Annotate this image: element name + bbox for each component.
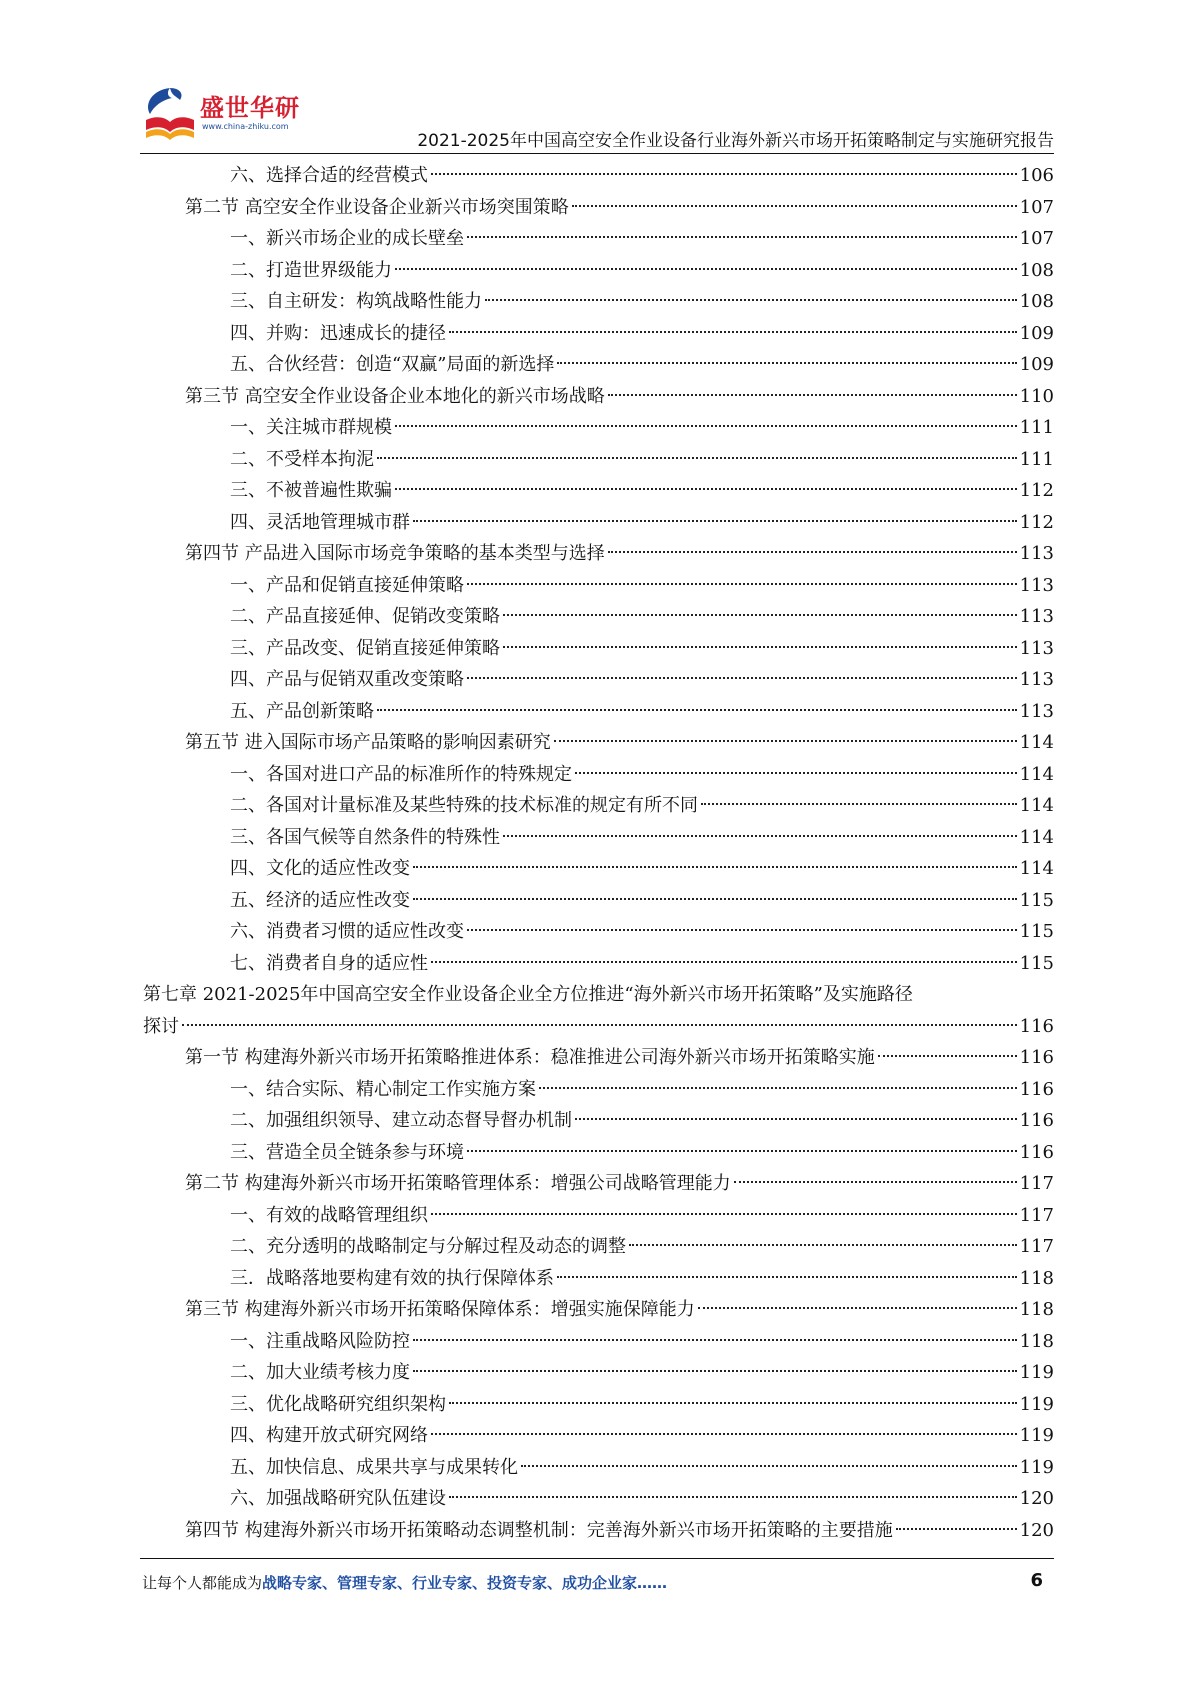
toc-entry-page: 112 <box>1019 511 1054 533</box>
toc-entry-page: 119 <box>1019 1456 1054 1478</box>
toc-entry-text: 六、消费者习惯的适应性改变 <box>230 921 464 942</box>
toc-leader-dots <box>413 520 1017 522</box>
toc-leader-dots <box>431 961 1017 963</box>
logo-mark-icon <box>140 84 200 146</box>
toc-entry-page: 118 <box>1019 1299 1054 1320</box>
toc-entry-text: 三、自主研发：构筑战略性能力 <box>230 291 482 312</box>
toc-entry-page: 111 <box>1019 448 1054 470</box>
toc-section-entry[interactable] <box>143 1515 1054 1547</box>
toc-leader-dots <box>554 740 1017 742</box>
toc-entry-page: 120 <box>1019 1519 1054 1541</box>
toc-subsection-entry[interactable] <box>143 412 1054 444</box>
toc-leader-dots <box>449 331 1017 333</box>
toc-entry-text: 一、关注城市群规模 <box>230 417 392 438</box>
toc-subsection-entry[interactable] <box>143 570 1054 602</box>
toc-entry-page: 114 <box>1019 858 1054 879</box>
toc-entry-page: 108 <box>1019 259 1054 281</box>
toc-entry-text: 六、加强战略研究队伍建设 <box>230 1488 446 1509</box>
toc-subsection-entry[interactable] <box>143 1200 1054 1232</box>
toc-section-entry[interactable] <box>143 381 1054 413</box>
toc-leader-dots <box>395 425 1017 427</box>
toc-subsection-entry[interactable] <box>143 759 1054 791</box>
toc-leader-dots <box>608 551 1017 553</box>
toc-leader-dots <box>701 803 1017 805</box>
toc-subsection-entry[interactable] <box>143 286 1054 318</box>
toc-entry-page: 114 <box>1019 763 1054 785</box>
toc-leader-dots <box>467 236 1017 238</box>
toc-leader-dots <box>449 1402 1017 1404</box>
toc-entry-text: 二、不受样本拘泥 <box>230 448 374 470</box>
toc-entry-page: 113 <box>1019 543 1054 564</box>
toc-entry-text: 三、营造全员全链条参与环境 <box>230 1141 464 1163</box>
header-divider <box>140 153 1054 154</box>
toc-entry-page: 116 <box>1019 1015 1054 1037</box>
toc-subsection-entry[interactable] <box>143 507 1054 539</box>
toc-subsection-entry[interactable] <box>143 853 1054 885</box>
toc-entry-text: 一、注重战略风险防控 <box>230 1330 410 1352</box>
toc-entry-page: 113 <box>1019 574 1054 596</box>
toc-leader-dots <box>182 1024 1017 1026</box>
toc-entry-page: 113 <box>1019 700 1054 722</box>
toc-entry-text: 一、结合实际、精心制定工作实施方案 <box>230 1078 536 1100</box>
toc-entry-page: 106 <box>1019 165 1054 186</box>
toc-leader-dots <box>503 614 1017 616</box>
toc-entry-page: 114 <box>1019 732 1054 753</box>
toc-subsection-entry[interactable] <box>143 1357 1054 1389</box>
toc-section-entry[interactable] <box>143 192 1054 224</box>
toc-entry-page: 113 <box>1019 606 1054 627</box>
toc-leader-dots <box>431 173 1017 175</box>
toc-section-entry[interactable] <box>143 1294 1054 1326</box>
toc-entry-text: 五、加快信息、成果共享与成果转化 <box>230 1456 518 1478</box>
toc-entry-text: 一、产品和促销直接延伸策略 <box>230 574 464 596</box>
toc-entry-text: 二、充分透明的战略制定与分解过程及动态的调整 <box>230 1236 626 1257</box>
toc-entry-text: 第二节 构建海外新兴市场开拓策略管理体系：增强公司战略管理能力 <box>185 1173 731 1194</box>
toc-leader-dots <box>377 709 1017 711</box>
toc-entry-text: 三、产品改变、促销直接延伸策略 <box>230 637 500 659</box>
page-header <box>0 0 1191 152</box>
toc-entry-page: 119 <box>1019 1393 1054 1415</box>
toc-entry-text: 五、合伙经营：创造“双赢”局面的新选择 <box>230 354 555 375</box>
toc-entry-text: 探讨 <box>143 1015 179 1037</box>
toc-leader-dots <box>896 1528 1017 1530</box>
toc-subsection-entry[interactable] <box>143 1420 1054 1452</box>
toc-leader-dots <box>413 866 1017 868</box>
toc-entry-page: 117 <box>1019 1204 1054 1226</box>
toc-subsection-entry[interactable] <box>143 664 1054 696</box>
toc-section-entry[interactable] <box>143 538 1054 570</box>
footer-slogan-lead: 让每个人都能成为 <box>142 1574 263 1592</box>
toc-entry-page: 108 <box>1019 291 1054 312</box>
toc-entry-text: 一、有效的战略管理组织 <box>230 1204 428 1226</box>
toc-subsection-entry[interactable] <box>143 633 1054 665</box>
toc-entry-page: 116 <box>1019 1078 1054 1100</box>
toc-leader-dots <box>575 1118 1017 1120</box>
toc-leader-dots <box>449 1496 1017 1498</box>
toc-section-entry[interactable] <box>143 727 1054 759</box>
toc-section-entry[interactable] <box>143 1042 1054 1074</box>
toc-entry-text: 七、消费者自身的适应性 <box>230 952 428 974</box>
toc-entry-text: 四、构建开放式研究网络 <box>230 1425 428 1446</box>
toc-entry-page: 116 <box>1019 1141 1054 1163</box>
toc-entry-text: 二、加强组织领导、建立动态督导督办机制 <box>230 1110 572 1131</box>
toc-leader-dots <box>521 1465 1017 1467</box>
footer-slogan-emphasis: 战略专家、管理专家、行业专家、投资专家、成功企业家…… <box>262 1574 668 1592</box>
toc-leader-dots <box>572 205 1017 207</box>
toc-entry-page: 116 <box>1019 1110 1054 1131</box>
toc-entry-page: 113 <box>1019 669 1054 690</box>
logo-name: 盛世华研 <box>200 94 300 122</box>
toc-entry-text: 三、优化战略研究组织架构 <box>230 1393 446 1415</box>
toc-subsection-entry[interactable] <box>143 601 1054 633</box>
table-of-contents <box>143 160 1054 1546</box>
toc-entry-text: 三、各国气候等自然条件的特殊性 <box>230 826 500 848</box>
toc-entry-text: 一、各国对进口产品的标准所作的特殊规定 <box>230 763 572 785</box>
toc-subsection-entry[interactable] <box>143 318 1054 350</box>
toc-subsection-entry[interactable] <box>143 885 1054 917</box>
toc-block-section6 <box>143 160 1054 979</box>
toc-subsection-entry[interactable] <box>143 349 1054 381</box>
toc-entry-page: 109 <box>1019 354 1054 375</box>
toc-leader-dots <box>575 772 1017 774</box>
toc-entry-page: 116 <box>1019 1047 1054 1068</box>
toc-subsection-entry[interactable] <box>143 1263 1054 1295</box>
toc-entry-page: 112 <box>1019 480 1054 501</box>
toc-subsection-entry[interactable] <box>143 1105 1054 1137</box>
toc-entry-text: 第二节 高空安全作业设备企业新兴市场突围策略 <box>185 196 569 218</box>
toc-subsection-entry[interactable] <box>143 790 1054 822</box>
toc-subsection-entry[interactable] <box>143 1452 1054 1484</box>
toc-section-entry[interactable] <box>143 1168 1054 1200</box>
toc-entry-text: 六、选择合适的经营模式 <box>230 165 428 186</box>
toc-subsection-entry[interactable] <box>143 948 1054 980</box>
report-title: 2021-2025年中国高空安全作业设备行业海外新兴市场开拓策略制定与实施研究报告 <box>417 131 1054 151</box>
toc-entry-text: 四、灵活地管理城市群 <box>230 511 410 533</box>
toc-leader-dots <box>485 299 1017 301</box>
toc-leader-dots <box>734 1181 1017 1183</box>
toc-entry-page: 115 <box>1019 921 1054 942</box>
toc-entry-text: 一、新兴市场企业的成长壁垒 <box>230 228 464 249</box>
toc-entry-page: 118 <box>1019 1330 1054 1352</box>
footer-divider <box>140 1558 1054 1559</box>
toc-entry-text: 第三节 构建海外新兴市场开拓策略保障体系：增强实施保障能力 <box>185 1299 695 1320</box>
toc-leader-dots <box>413 1370 1017 1372</box>
toc-entry-page: 107 <box>1019 228 1054 249</box>
toc-leader-dots <box>503 835 1017 837</box>
toc-subsection-entry[interactable] <box>143 160 1054 192</box>
toc-subsection-entry[interactable] <box>143 1483 1054 1515</box>
toc-leader-dots <box>467 929 1017 931</box>
toc-entry-page: 115 <box>1019 889 1054 911</box>
toc-leader-dots <box>878 1055 1017 1057</box>
toc-entry-page: 120 <box>1019 1488 1054 1509</box>
toc-entry-page: 110 <box>1019 385 1054 407</box>
toc-entry-page: 113 <box>1019 637 1054 659</box>
toc-subsection-entry[interactable] <box>143 916 1054 948</box>
toc-leader-dots <box>539 1087 1017 1089</box>
toc-subsection-entry[interactable] <box>143 475 1054 507</box>
toc-entry-page: 114 <box>1019 795 1054 816</box>
toc-entry-page: 117 <box>1019 1236 1054 1257</box>
toc-subsection-entry[interactable] <box>143 1074 1054 1106</box>
toc-entry-text: 五、经济的适应性改变 <box>230 889 410 911</box>
company-logo <box>140 84 318 146</box>
toc-entry-page: 109 <box>1019 322 1054 344</box>
toc-entry-text: 二、产品直接延伸、促销改变策略 <box>230 606 500 627</box>
toc-entry-page: 114 <box>1019 826 1054 848</box>
toc-entry-page: 119 <box>1019 1425 1054 1446</box>
toc-leader-dots <box>608 394 1017 396</box>
toc-entry-page: 118 <box>1019 1267 1054 1289</box>
toc-entry-page: 119 <box>1019 1362 1054 1383</box>
toc-leader-dots <box>431 1433 1017 1435</box>
toc-leader-dots <box>698 1307 1017 1309</box>
toc-subsection-entry[interactable] <box>143 696 1054 728</box>
toc-leader-dots <box>431 1213 1017 1215</box>
toc-entry-page: 107 <box>1019 196 1054 218</box>
toc-subsection-entry[interactable] <box>143 1389 1054 1421</box>
toc-entry-page: 115 <box>1019 952 1054 974</box>
toc-entry-text: 第四节 产品进入国际市场竞争策略的基本类型与选择 <box>185 543 605 564</box>
toc-subsection-entry[interactable] <box>143 822 1054 854</box>
toc-entry-text: 二、打造世界级能力 <box>230 259 392 281</box>
toc-leader-dots <box>413 898 1017 900</box>
toc-leader-dots <box>467 583 1017 585</box>
toc-subsection-entry[interactable] <box>143 1326 1054 1358</box>
toc-subsection-entry[interactable] <box>143 444 1054 476</box>
toc-entry-text: 四、并购：迅速成长的捷径 <box>230 322 446 344</box>
toc-leader-dots <box>467 677 1017 679</box>
toc-entry-text: 四、产品与促销双重改变策略 <box>230 669 464 690</box>
footer-slogan <box>142 1572 667 1593</box>
toc-subsection-entry[interactable] <box>143 223 1054 255</box>
toc-leader-dots <box>557 362 1016 364</box>
toc-entry-text: 五、产品创新策略 <box>230 700 374 722</box>
toc-leader-dots <box>395 268 1017 270</box>
toc-entry-text: 四、文化的适应性改变 <box>230 858 410 879</box>
toc-leader-dots <box>503 646 1017 648</box>
toc-entry-text: 三．战略落地要构建有效的执行保障体系 <box>230 1267 554 1289</box>
toc-chapter-title[interactable]: 第七章 2021-2025年中国高空安全作业设备企业全方位推进“海外新兴市场开拓策略”及实施路径 <box>143 984 913 1005</box>
toc-subsection-entry[interactable] <box>143 1137 1054 1169</box>
toc-subsection-entry[interactable] <box>143 255 1054 287</box>
toc-entry-text: 三、不被普遍性欺骗 <box>230 480 392 501</box>
toc-block-chapter7 <box>143 1042 1054 1546</box>
logo-url: www.china-zhiku.com <box>202 122 289 131</box>
toc-leader-dots <box>395 488 1017 490</box>
toc-leader-dots <box>413 1339 1017 1341</box>
toc-entry-page: 111 <box>1019 417 1054 438</box>
toc-leader-dots <box>467 1150 1017 1152</box>
toc-entry-text: 二、加大业绩考核力度 <box>230 1362 410 1383</box>
toc-entry-text: 第五节 进入国际市场产品策略的影响因素研究 <box>185 732 551 753</box>
toc-subsection-entry[interactable] <box>143 1231 1054 1263</box>
toc-chapter-continued[interactable] <box>143 1011 1054 1043</box>
toc-leader-dots <box>629 1244 1017 1246</box>
toc-entry-text: 第三节 高空安全作业设备企业本地化的新兴市场战略 <box>185 385 605 407</box>
toc-leader-dots <box>557 1276 1017 1278</box>
toc-entry-text: 第四节 构建海外新兴市场开拓策略动态调整机制：完善海外新兴市场开拓策略的主要措施 <box>185 1519 893 1541</box>
toc-leader-dots <box>377 457 1017 459</box>
toc-entry-text: 二、各国对计量标准及某些特殊的技术标准的规定有所不同 <box>230 795 698 816</box>
toc-entry-text: 第一节 构建海外新兴市场开拓策略推进体系：稳准推进公司海外新兴市场开拓策略实施 <box>185 1047 875 1068</box>
page-number: 6 <box>1030 1570 1043 1591</box>
toc-entry-page: 117 <box>1019 1173 1054 1194</box>
